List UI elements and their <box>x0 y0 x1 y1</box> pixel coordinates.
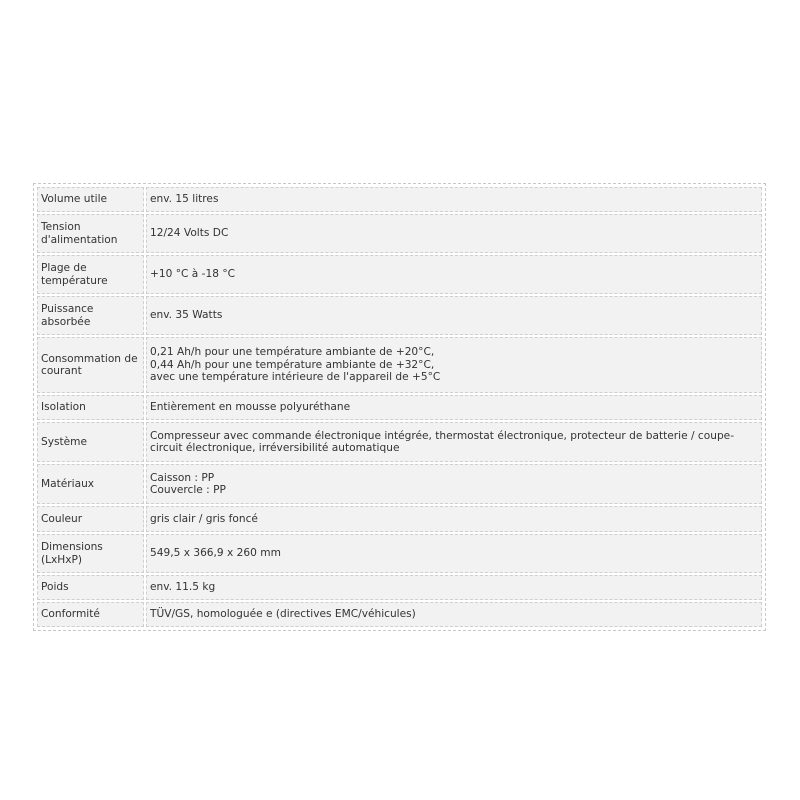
spec-label-conformite <box>37 602 144 627</box>
table-row <box>37 464 762 504</box>
value-text: gris clair / gris foncé <box>150 512 258 525</box>
table-row <box>37 422 762 462</box>
spec-table <box>35 185 764 629</box>
spec-label-plage <box>37 255 144 294</box>
label-text: Dimensions <box>41 541 103 553</box>
table-row <box>37 337 762 393</box>
spec-value-volume <box>146 187 762 212</box>
label-text: Système <box>41 435 88 448</box>
spec-value-couleur <box>146 506 762 532</box>
spec-label-poids <box>37 575 144 600</box>
label-text: Consommation de <box>41 352 138 365</box>
spec-label-consommation <box>37 337 144 393</box>
value-text: Entièrement en mousse polyuréthane <box>150 401 351 414</box>
spec-label-tension <box>37 214 144 253</box>
spec-value-plage <box>146 255 762 294</box>
table-row <box>37 575 762 600</box>
label-text: Isolation <box>41 401 86 414</box>
table-row <box>37 296 762 335</box>
label-text: Puissance <box>41 303 94 315</box>
label-text: température <box>41 274 108 287</box>
spec-value-materiaux <box>146 464 762 504</box>
table-row <box>37 214 762 253</box>
value-text: TÜV/GS, homologuée e (directives EMC/véhicules) <box>150 608 416 621</box>
value-text: 0,21 Ah/h pour une température ambiante de +20°C, <box>150 346 435 359</box>
spec-value-puissance <box>146 296 762 335</box>
value-text: env. 11.5 kg <box>150 581 216 594</box>
spec-value-consommation <box>146 337 762 393</box>
label-text: Plage de <box>41 262 87 274</box>
spec-value-poids <box>146 575 762 600</box>
spec-value-conformite <box>146 602 762 627</box>
table-row <box>37 395 762 420</box>
spec-label-dimensions <box>37 534 144 573</box>
spec-label-isolation <box>37 395 144 420</box>
spec-label-puissance <box>37 296 144 335</box>
label-text: courant <box>41 365 82 377</box>
spec-label-materiaux <box>37 464 144 504</box>
label-text: Volume utile <box>41 193 108 206</box>
spec-value-systeme <box>146 422 762 462</box>
table-row <box>37 506 762 532</box>
table-row <box>37 187 762 212</box>
value-text: 549,5 x 366,9 x 260 mm <box>150 547 281 560</box>
label-text: (LxHxP) <box>41 553 83 566</box>
value-text: Compresseur avec commande électronique intégrée, thermostat électronique, protecteur de batterie / coupe- <box>150 429 735 442</box>
value-text: circuit électronique, irréversibilité automatique <box>150 442 400 454</box>
label-text: Tension <box>41 221 81 233</box>
label-text: d'alimentation <box>41 233 118 246</box>
value-text: 0,44 Ah/h pour une température ambiante de +32°C, <box>150 358 435 371</box>
spec-table-container <box>33 183 766 631</box>
spec-label-systeme <box>37 422 144 462</box>
label-text: Matériaux <box>41 477 95 490</box>
spec-label-couleur <box>37 506 144 532</box>
value-text: env. 35 Watts <box>150 309 223 322</box>
value-text: Couvercle : PP <box>150 484 226 496</box>
label-text: Poids <box>41 581 69 594</box>
label-text: Conformité <box>41 608 100 621</box>
value-text: 12/24 Volts DC <box>150 227 229 240</box>
table-row <box>37 602 762 627</box>
value-text: avec une température intérieure de l'appareil de +5°C <box>150 371 441 384</box>
spec-value-dimensions <box>146 534 762 573</box>
spec-label-volume <box>37 187 144 212</box>
value-text: +10 °C à -18 °C <box>150 268 236 281</box>
label-text: absorbée <box>41 315 91 328</box>
spec-value-isolation <box>146 395 762 420</box>
table-row <box>37 534 762 573</box>
value-text: env. 15 litres <box>150 193 219 206</box>
label-text: Couleur <box>41 512 83 525</box>
value-text: Caisson : PP <box>150 471 215 484</box>
spec-value-tension <box>146 214 762 253</box>
table-row <box>37 255 762 294</box>
